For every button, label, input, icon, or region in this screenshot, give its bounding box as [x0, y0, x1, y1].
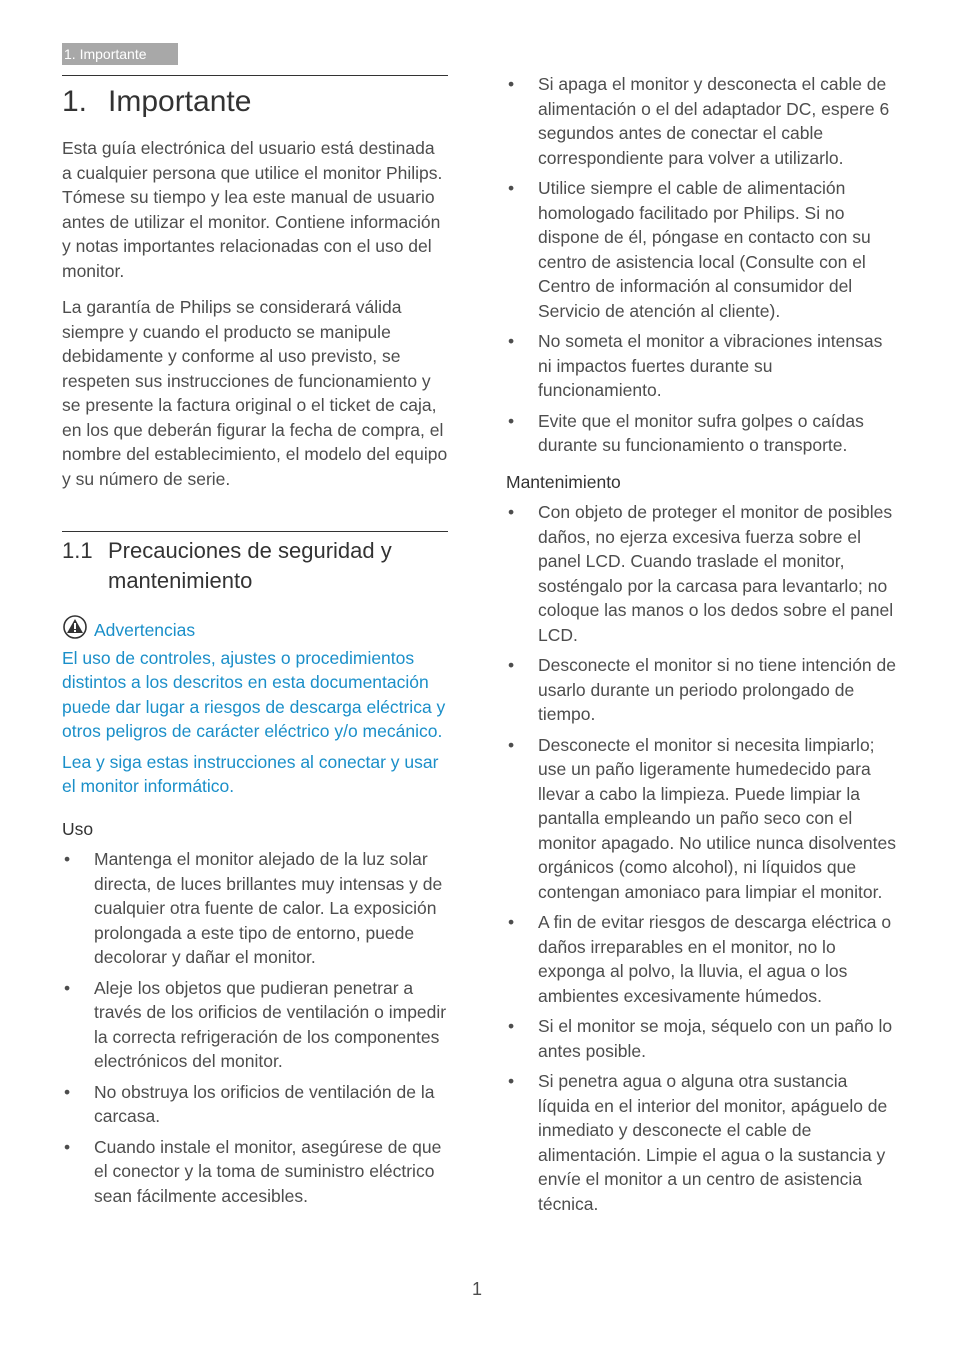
list-item-text: No someta el monitor a vibraciones intensas ni impactos fuertes durante su funcionamiento. [538, 331, 883, 400]
uso-heading: Uso [62, 818, 94, 839]
list-item-text: No obstruya los orificios de ventilación de la carcasa. [94, 1081, 435, 1126]
list-item-text: A fin de evitar riesgos de descarga eléctrica o daños irreparables en el monitor, no lo exponga al polvo, la lluvia, el agua o los ambientes excesivamente húmedos. [538, 912, 892, 1006]
list-item-text: Si apaga el monitor y desconecta el cable de alimentación o el del adaptador DC, espere 6 segundos antes de conectar el cable correspondiente para volver a utilizarlo. [538, 74, 890, 168]
list-item [506, 409, 896, 458]
warning-heading [62, 615, 448, 646]
warning-paragraph-1: El uso de controles, ajustes o procedimientos distintos a los descritos en esta documentación puede dar lugar a riesgos de descarga eléctrica y otros peligros de carácter eléctrico y/o mecánico. [62, 647, 446, 741]
list-item-text: Si penetra agua o alguna otra sustancia líquida en el interior del monitor, apáguelo de inmediato y desconecte el cable de alimentación. Limpie el agua o la sustancia y envíe el monitor a un centro de asistencia técnica. [538, 1071, 888, 1214]
uso-list [62, 847, 448, 1208]
list-item [62, 1080, 448, 1129]
intro-paragraph-2: La garantía de Philips se considerará válida siempre y cuando el producto se manipule debidamente y conforme al uso previsto, se respeten sus instrucciones de funcionamiento y se presente la factura original o el ticket de caja, en los que deberán figurar la fecha de compra, el nombre del establecimiento, el modelo del equipo y su número de serie. [62, 297, 448, 489]
page-title [62, 84, 448, 120]
list-item-text: Con objeto de proteger el monitor de posibles daños, no ejerza excesiva fuerza sobre el panel LCD. Cuando traslade el monitor, sosténgalo por la carcasa para levantarlo; no coloque las manos o los dedos sobre el panel LCD. [538, 502, 894, 645]
bullet: • [508, 331, 515, 351]
bullet: • [508, 410, 515, 431]
list-item [62, 976, 448, 1074]
list-item [506, 176, 896, 323]
bullet: • [508, 912, 515, 932]
warning-paragraph-2: Lea y siga estas instrucciones al conectar y usar el monitor informático. [62, 751, 439, 796]
list-item [506, 72, 896, 170]
list-item-text: Desconecte el monitor si no tiene intención de usarlo durante un periodo prolongado de tiempo. [538, 655, 896, 724]
list-item [506, 1014, 896, 1063]
list-item [62, 1135, 448, 1209]
list-item [506, 910, 896, 1008]
list-item-text: Aleje los objetos que pudieran penetrar a través de los orificios de ventilación o impedir la correcta refrigeración de los componentes electrónicos del monitor. [94, 977, 447, 1071]
list-item-text: Desconecte el monitor si necesita limpiarlo; use un paño ligeramente humedecido para llevar a cabo la limpieza. Puede limpiar la pantalla empleando un paño seco con el monitor apagado. No utilice nunca disolventes orgánicos (como alcohol), ni líquidos que contengan amoniaco para limpiar el monitor. [538, 734, 896, 902]
bullet: • [508, 655, 515, 675]
chapter-tag: 1. Importante [62, 43, 178, 65]
bullet: • [64, 1081, 71, 1102]
left-column [62, 75, 448, 1214]
warning-title: Advertencias [94, 620, 196, 640]
bullet: • [64, 977, 71, 998]
list-item-text: Utilice siempre el cable de alimentación homologado facilitado por Philips. Si no dispone de él, póngase en contacto con su centro de asistencia local (Consulte con el Centro de información al consumidor del Servicio de atención al cliente). [538, 178, 871, 321]
bullet: • [508, 1016, 515, 1036]
title-number: 1. [62, 85, 88, 118]
section-rule [62, 531, 448, 532]
section-heading [62, 536, 448, 596]
list-item-text: Cuando instale el monitor, asegúrese de que el conector y la toma de suministro eléctrico sean fácilmente accesibles. [94, 1136, 442, 1206]
mantenimiento-heading: Mantenimiento [506, 471, 621, 492]
page-number: 1 [471, 1279, 482, 1299]
list-item [506, 329, 896, 403]
bullet: • [508, 502, 515, 522]
bullet: • [64, 849, 71, 869]
bullet: • [508, 1071, 515, 1091]
intro-paragraph-1: Esta guía electrónica del usuario está destinada a cualquier persona que utilice el monitor Philips. Tómese su tiempo y lea este manual de usuario antes de utilizar el monitor. Contiene información y notas importantes relacionadas con el uso del monitor. [62, 138, 443, 281]
mantenimiento-list [506, 500, 896, 1216]
list-item-text: Mantenga el monitor alejado de la luz solar directa, de luces brillantes muy intensas y de cualquier otra fuente de calor. La exposición prolongada a este tipo de entorno, puede decolorar y dañar el monitor. [94, 849, 443, 967]
title-rule [62, 75, 448, 76]
list-item [506, 1069, 896, 1216]
section-title: Precauciones de seguridad y mantenimiento [108, 538, 392, 593]
list-item [62, 847, 448, 970]
list-item [506, 653, 896, 727]
list-item-text: Si el monitor se moja, séquelo con un paño lo antes posible. [538, 1016, 893, 1061]
bullet: • [508, 734, 515, 755]
right-column [506, 72, 896, 1222]
uso-list-continued [506, 72, 896, 458]
bullet: • [508, 74, 515, 94]
title-text: Importante [108, 85, 252, 118]
list-item [506, 500, 896, 647]
section-number: 1.1 [62, 538, 93, 563]
warning-icon [62, 615, 94, 646]
list-item-text: Evite que el monitor sufra golpes o caídas durante su funcionamiento o transporte. [538, 410, 864, 455]
bullet: • [64, 1136, 71, 1157]
bullet: • [508, 178, 515, 198]
list-item [506, 733, 896, 905]
